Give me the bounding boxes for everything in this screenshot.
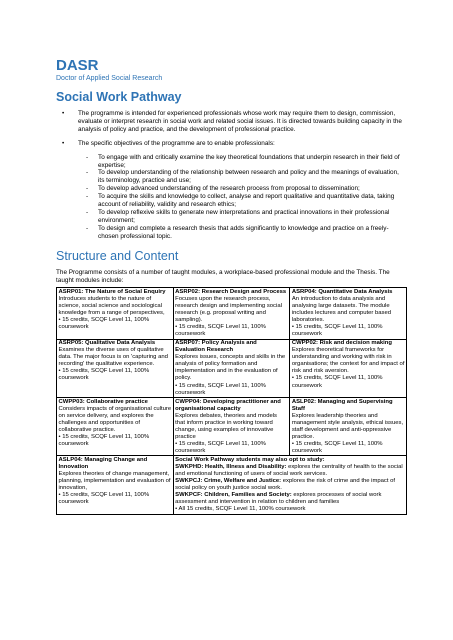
module-title: CWPP04: Developing practitioner and organisational capacity (175, 398, 281, 412)
objective-text: To develop advanced understanding of the research process from proposal to dissemination; (98, 185, 360, 193)
module-cell (57, 398, 174, 456)
module-cell (290, 339, 407, 397)
optional-heading: Social Work Pathway students may also opt to study: (175, 456, 325, 463)
module-credits: • 15 credits, SCQF Level 11, 100% coursework (291, 375, 383, 389)
optional-code: SWKPHD: Health, Illness and Disability: (175, 464, 287, 471)
module-description: Explores leadership theories and management style analysis, ethical issues, staff development and anti-oppressive practice. (291, 412, 404, 440)
table-row (57, 456, 407, 514)
optional-credits: • All 15 credits, SCQF Level 11, 100% coursework (175, 506, 306, 513)
section-heading-social-work-pathway: Social Work Pathway (56, 90, 182, 104)
dash-icon: - (86, 153, 89, 161)
document-title: DASR (56, 57, 99, 74)
structure-intro: The Programme consists of a number of taught modules, a workplace-based professional module and the Thesis. The taught modules include: (56, 268, 390, 284)
module-title: CWPP02: Risk and decision making (291, 340, 392, 347)
objective-text: To develop understanding of the relationship between research and policy and the meanings of evaluation, its terminology, practice and use; (98, 169, 399, 185)
objective-item (56, 209, 405, 225)
bullet-item (56, 140, 405, 148)
optional-item (175, 478, 404, 492)
optional-code: SWKPCJ: Crime, Welfare and Justice: (175, 478, 282, 485)
objective-item (56, 225, 405, 241)
module-credits: • 15 credits, SCQF Level 11, 100% coursework (175, 382, 266, 396)
dash-icon: - (86, 193, 89, 201)
objective-text: To develop reflexive skills to generate new interpretations and practical innovations in their professional environment; (98, 208, 390, 224)
module-credits: • 15 credits, SCQF Level 11, 100% coursework (58, 368, 150, 382)
table-row (57, 339, 407, 397)
objective-item (56, 193, 405, 209)
module-credits: • 15 credits, SCQF Level 11, 100% coursework (58, 317, 150, 331)
module-cell (57, 288, 174, 339)
objective-text: To engage with and critically examine the key theoretical foundations that underpin research in their field of expertise; (98, 153, 400, 169)
module-title: ASRP01: The Nature of Social Enquiry (58, 288, 166, 295)
objective-item (56, 169, 405, 185)
bullet-item (56, 110, 405, 134)
optional-description: explores processes of social work assessment and intervention in relation to children and families (175, 492, 382, 506)
module-title: ASRP04: Quantitative Data Analysis (291, 288, 393, 295)
module-credits: • 15 credits, SCQF Level 11, 100% coursework (175, 324, 266, 338)
objective-item (56, 185, 405, 193)
module-title: ASRP02: Research Design and Process (175, 288, 287, 295)
module-cell (173, 288, 290, 339)
optional-code: SWKPCF: Children, Families and Society: (175, 492, 292, 499)
module-description: Focuses upon the research process, research design and implementing social research (e.g. proposal writing and sampling). (175, 295, 282, 324)
optional-description: explores the centrality of health to the social and emotional functioning of users of social work services. (175, 464, 403, 478)
dash-icon: - (86, 208, 89, 216)
objective-text: To acquire the skills and knowledge to collect, analyse and report qualitative and quantitative data, taking account of reliability, validity and research ethics; (98, 193, 395, 209)
module-credits: • 15 credits, SCQF Level 11, 100% coursework (58, 492, 150, 506)
module-cell (290, 398, 407, 456)
module-description: Explores theoretical frameworks for understanding and working with risk in organisations; the context for and impact of risk and risk aversion. (291, 347, 405, 375)
document-subtitle: Doctor of Applied Social Research (56, 75, 163, 82)
bullet-text: The specific objectives of the programme are to enable professionals: (78, 139, 275, 147)
bullet-icon: • (62, 139, 65, 147)
objectives-list (56, 154, 405, 241)
module-description: Considers impacts of organisational culture on service delivery, and explores the challenges and opportunities of collaborative practice. (58, 405, 172, 433)
optional-item (175, 492, 404, 506)
module-description: Explores debates, theories and models that inform practice in working toward change, using examples of innovative practice (175, 412, 277, 440)
module-title: ASRP07: Policy Analysis and Evaluation Research (175, 340, 257, 354)
module-description: Examines the diverse uses of qualitative data. The major focus is on 'capturing and recording' the qualitative experience. (58, 347, 168, 368)
optional-modules-cell (173, 456, 406, 514)
dash-icon: - (86, 185, 89, 193)
table-row (57, 288, 407, 339)
module-credits: • 15 credits, SCQF Level 11, 100% coursework (291, 324, 383, 338)
optional-description: explores the risk of crime and the impact of social policy on youth justice social work. (175, 478, 396, 492)
module-title: CWPP03: Collaborative practice (58, 398, 148, 405)
module-description: Introduces students to the nature of science, social science and sociological knowledge from a range of perspectives, (58, 295, 165, 317)
module-description: Explores theories of change management, planning, implementation and evaluation of innovation, (58, 471, 171, 492)
table-row (57, 398, 407, 456)
optional-item (175, 464, 404, 478)
bullet-icon: • (62, 110, 65, 117)
module-credits: • 15 credits, SCQF Level 11, 100% coursework (175, 440, 266, 454)
module-cell (57, 339, 174, 397)
modules-table (56, 287, 407, 514)
section-heading-structure: Structure and Content (56, 248, 179, 263)
module-title: ASLP04: Managing Change and Innovation (58, 456, 148, 471)
module-description: An introduction to data analysis and analysing large datasets. The module includes lectures and computer based laboratories. (291, 295, 392, 324)
bullet-text: The programme is intended for experienced professionals whose work may require them to design, commission, evaluate or interpret research in social work and related social issues. It is directed towards building capacity in the analysis of policy and practice, and the development of professional practice. (78, 110, 402, 133)
module-title: ASRP05: Qualitative Data Analysis (58, 340, 156, 347)
module-title: ASLP02: Managing and Supervising Staff (291, 398, 393, 412)
module-credits: • 15 credits, SCQF Level 11, 100% coursework (58, 433, 150, 447)
module-cell (173, 339, 290, 397)
objective-item (56, 154, 405, 170)
dash-icon: - (86, 169, 89, 177)
module-description: Explores issues, concepts and skills in the analysis of policy formation and implementation and in the evaluation of policy. (175, 354, 286, 382)
module-cell (57, 456, 174, 514)
module-credits: • 15 credits, SCQF Level 11, 100% coursework (291, 440, 383, 454)
module-cell (290, 288, 407, 339)
dash-icon: - (86, 224, 89, 232)
module-cell (173, 398, 290, 456)
objective-text: To design and complete a research thesis that adds significantly to knowledge and practice on a freely-chosen professional topic. (98, 224, 389, 240)
